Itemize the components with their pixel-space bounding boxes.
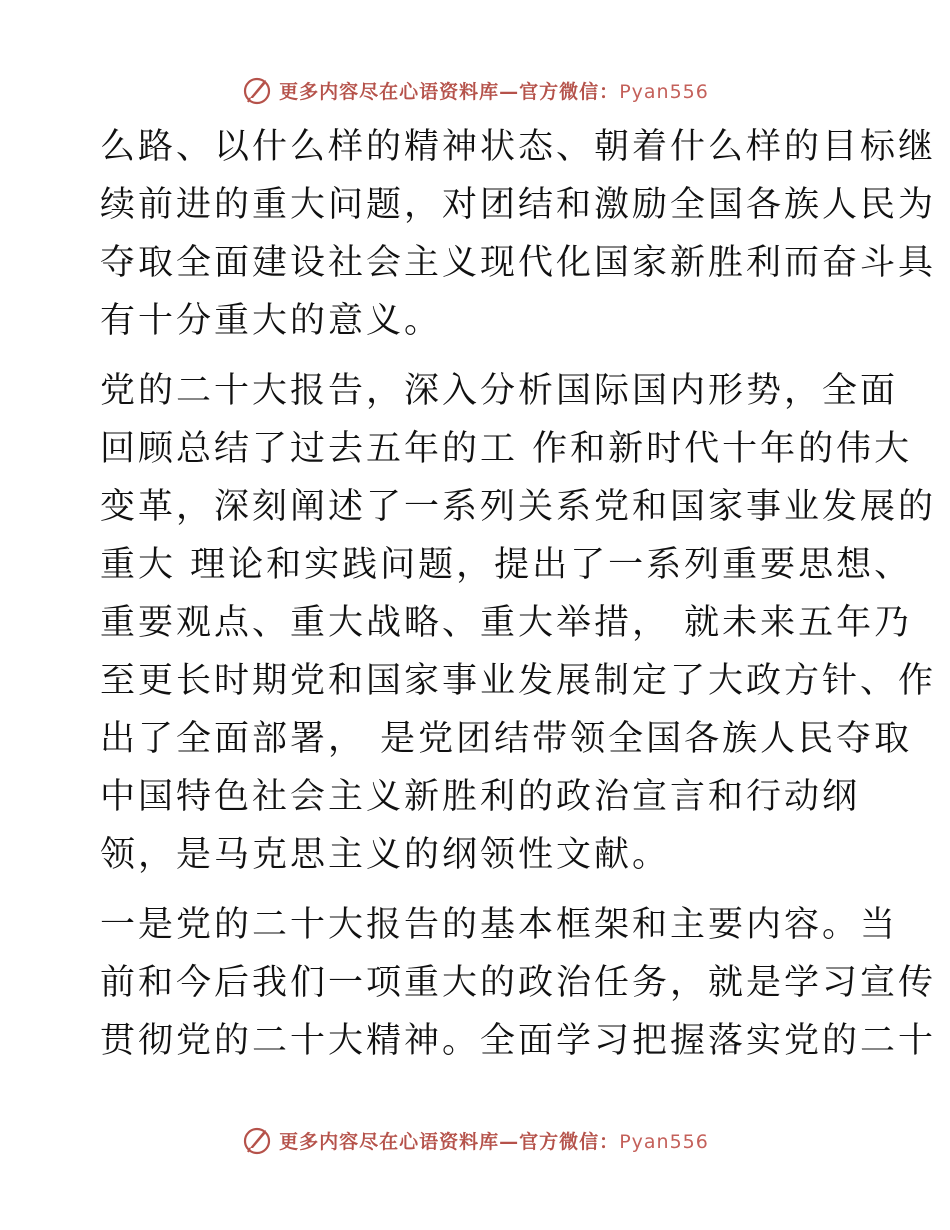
text-line: 么路、以什么样的精神状态、朝着什么样的目标继 xyxy=(100,127,937,167)
text-line: 重大 理论和实践问题，提出了一系列重要思想、 xyxy=(100,545,913,585)
text-line: 前和今后我们一项重大的政治任务，就是学习宣传 xyxy=(100,963,937,1003)
watermark-wechat-label: 官方微信： xyxy=(519,80,620,103)
text-line: 贯彻党的二十大精神。全面学习把握落实党的二十 xyxy=(100,1021,937,1061)
watermark-wechat-id: Pyan556 xyxy=(619,80,709,103)
text-line: 出了全面部署， 是党团结带领全国各族人民夺取 xyxy=(100,719,913,759)
text-line: 重要观点、重大战略、重大举措， 就未来五年乃 xyxy=(100,603,913,643)
paragraph-1 xyxy=(100,118,937,350)
text-line: 领，是马克思主义的纲领性文献。 xyxy=(100,835,671,875)
text-line: 变革，深刻阐述了一系列关系党和国家事业发展的 xyxy=(100,487,937,527)
text-line: 夺取全面建设社会主义现代化国家新胜利而奋斗具 xyxy=(100,243,937,283)
watermark-text xyxy=(279,77,709,104)
watermark-separator: — xyxy=(499,1130,520,1153)
paragraph-3 xyxy=(100,896,937,1070)
watermark-separator: — xyxy=(499,80,520,103)
watermark-site: 更多内容尽在心语资料库 xyxy=(279,80,500,103)
text-line: 回顾总结了过去五年的工 作和新时代十年的伟大 xyxy=(100,429,913,469)
watermark-wechat-label: 官方微信： xyxy=(519,1130,620,1153)
watermark-wechat-id: Pyan556 xyxy=(619,1130,709,1153)
watermark-text xyxy=(279,1127,709,1154)
text-line: 一是党的二十大报告的基本框架和主要内容。当 xyxy=(100,905,899,945)
text-line: 党的二十大报告，深入分析国际国内形势，全面 xyxy=(100,371,899,411)
body-text xyxy=(100,118,937,1070)
quill-pen-circle-icon xyxy=(241,1124,273,1156)
header-watermark xyxy=(0,70,950,110)
text-line: 有十分重大的意义。 xyxy=(100,301,443,341)
text-line: 续前进的重大问题，对团结和激励全国各族人民为 xyxy=(100,185,937,225)
watermark-site: 更多内容尽在心语资料库 xyxy=(279,1130,500,1153)
paragraph-2 xyxy=(100,362,937,884)
text-line: 中国特色社会主义新胜利的政治宣言和行动纲 xyxy=(100,777,861,817)
text-line: 至更长时期党和国家事业发展制定了大政方针、作 xyxy=(100,661,937,701)
footer-watermark xyxy=(0,1120,950,1160)
quill-pen-circle-icon xyxy=(241,74,273,106)
